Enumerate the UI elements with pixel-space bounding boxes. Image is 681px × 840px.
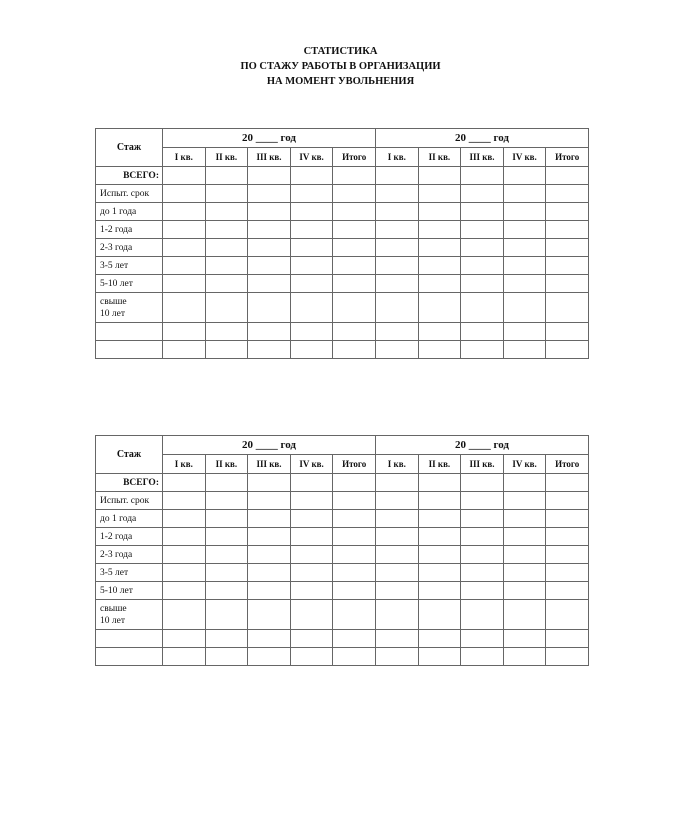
data-cell[interactable] <box>418 546 461 564</box>
data-cell[interactable] <box>205 257 248 275</box>
data-cell[interactable] <box>546 630 589 648</box>
title-line-2: ПО СТАЖУ РАБОТЫ В ОРГАНИЗАЦИИ <box>240 61 441 72</box>
quarter-header: Итого <box>546 455 589 474</box>
data-cell[interactable] <box>461 474 504 492</box>
quarter-header: II кв. <box>205 148 248 167</box>
data-cell[interactable] <box>205 630 248 648</box>
data-cell[interactable] <box>376 648 419 666</box>
table-row <box>96 492 589 510</box>
quarter-header: IV кв. <box>290 148 333 167</box>
data-cell[interactable] <box>503 221 546 239</box>
data-cell[interactable] <box>418 323 461 341</box>
data-cell[interactable] <box>418 257 461 275</box>
data-cell[interactable] <box>290 341 333 359</box>
data-cell[interactable] <box>546 564 589 582</box>
data-cell[interactable] <box>248 564 291 582</box>
data-cell[interactable] <box>163 323 206 341</box>
data-cell[interactable] <box>546 293 589 323</box>
data-cell[interactable] <box>248 648 291 666</box>
quarter-header: II кв. <box>205 455 248 474</box>
data-cell[interactable] <box>248 167 291 185</box>
data-cell[interactable] <box>163 600 206 630</box>
statistics-table-2 <box>95 435 589 666</box>
data-cell[interactable] <box>461 275 504 293</box>
data-cell[interactable] <box>333 257 376 275</box>
row-label: Испыт. срок <box>96 492 163 510</box>
data-cell[interactable] <box>290 323 333 341</box>
data-cell[interactable] <box>290 185 333 203</box>
quarter-header: I кв. <box>163 148 206 167</box>
data-cell[interactable] <box>376 528 419 546</box>
data-cell[interactable] <box>376 630 419 648</box>
data-cell[interactable] <box>290 528 333 546</box>
data-cell[interactable] <box>503 600 546 630</box>
data-cell[interactable] <box>418 492 461 510</box>
data-cell[interactable] <box>503 630 546 648</box>
data-cell[interactable] <box>163 341 206 359</box>
data-cell[interactable] <box>333 546 376 564</box>
data-cell[interactable] <box>546 221 589 239</box>
row-label: ВСЕГО: <box>96 167 163 185</box>
data-cell[interactable] <box>290 600 333 630</box>
data-cell[interactable] <box>248 582 291 600</box>
data-cell[interactable] <box>248 257 291 275</box>
quarter-header: III кв. <box>248 148 291 167</box>
data-cell[interactable] <box>461 546 504 564</box>
data-cell[interactable] <box>546 600 589 630</box>
data-cell[interactable] <box>205 600 248 630</box>
data-cell[interactable] <box>376 239 419 257</box>
data-cell[interactable] <box>461 323 504 341</box>
stazh-header: Стаж <box>96 129 163 167</box>
data-cell[interactable] <box>461 564 504 582</box>
data-cell[interactable] <box>163 185 206 203</box>
data-cell[interactable] <box>461 185 504 203</box>
data-cell[interactable] <box>248 239 291 257</box>
title-line-3: НА МОМЕНТ УВОЛЬНЕНИЯ <box>266 76 415 87</box>
data-cell[interactable] <box>418 600 461 630</box>
data-cell[interactable] <box>333 582 376 600</box>
table-row <box>96 474 589 492</box>
data-cell[interactable] <box>333 510 376 528</box>
title-line-1: СТАТИСТИКА <box>303 46 378 57</box>
quarter-header: II кв. <box>418 148 461 167</box>
data-cell[interactable] <box>503 293 546 323</box>
data-cell[interactable] <box>503 648 546 666</box>
data-cell[interactable] <box>376 275 419 293</box>
data-cell[interactable] <box>461 203 504 221</box>
data-cell[interactable] <box>461 257 504 275</box>
data-cell[interactable] <box>376 323 419 341</box>
data-cell[interactable] <box>376 167 419 185</box>
data-cell[interactable] <box>503 323 546 341</box>
row-label <box>96 630 163 648</box>
table-row <box>96 510 589 528</box>
data-cell[interactable] <box>248 185 291 203</box>
data-cell[interactable] <box>248 474 291 492</box>
data-cell[interactable] <box>333 648 376 666</box>
data-cell[interactable] <box>503 341 546 359</box>
data-cell[interactable] <box>503 564 546 582</box>
data-cell[interactable] <box>546 203 589 221</box>
data-cell[interactable] <box>248 341 291 359</box>
data-cell[interactable] <box>333 275 376 293</box>
data-cell[interactable] <box>418 528 461 546</box>
data-cell[interactable] <box>333 492 376 510</box>
data-cell[interactable] <box>205 167 248 185</box>
data-cell[interactable] <box>248 203 291 221</box>
data-cell[interactable] <box>503 546 546 564</box>
year-header: 20 ____ год <box>163 436 376 455</box>
data-cell[interactable] <box>163 510 206 528</box>
data-cell[interactable] <box>503 528 546 546</box>
data-cell[interactable] <box>163 582 206 600</box>
year-header: 20 ____ год <box>376 436 589 455</box>
data-cell[interactable] <box>418 185 461 203</box>
data-cell[interactable] <box>248 600 291 630</box>
data-cell[interactable] <box>461 239 504 257</box>
data-cell[interactable] <box>376 293 419 323</box>
data-cell[interactable] <box>546 257 589 275</box>
data-cell[interactable] <box>461 648 504 666</box>
quarter-header: I кв. <box>376 455 419 474</box>
data-cell[interactable] <box>163 221 206 239</box>
data-cell[interactable] <box>248 293 291 323</box>
data-cell[interactable] <box>290 510 333 528</box>
row-label: 3-5 лет <box>96 257 163 275</box>
data-cell[interactable] <box>333 564 376 582</box>
data-cell[interactable] <box>163 293 206 323</box>
table-row <box>96 167 589 185</box>
data-cell[interactable] <box>333 221 376 239</box>
data-cell[interactable] <box>418 275 461 293</box>
data-cell[interactable] <box>163 203 206 221</box>
data-cell[interactable] <box>205 341 248 359</box>
data-cell[interactable] <box>248 630 291 648</box>
data-cell[interactable] <box>333 323 376 341</box>
data-cell[interactable] <box>290 630 333 648</box>
data-cell[interactable] <box>333 630 376 648</box>
data-cell[interactable] <box>205 564 248 582</box>
table-row <box>96 185 589 203</box>
data-cell[interactable] <box>333 167 376 185</box>
data-cell[interactable] <box>503 185 546 203</box>
data-cell[interactable] <box>205 492 248 510</box>
data-cell[interactable] <box>333 185 376 203</box>
data-cell[interactable] <box>163 630 206 648</box>
data-cell[interactable] <box>546 185 589 203</box>
data-cell[interactable] <box>248 221 291 239</box>
row-label: 2-3 года <box>96 546 163 564</box>
data-cell[interactable] <box>163 239 206 257</box>
quarter-header: IV кв. <box>503 455 546 474</box>
quarter-header: Итого <box>333 148 376 167</box>
data-cell[interactable] <box>333 239 376 257</box>
table-row <box>96 600 589 630</box>
row-label: ВСЕГО: <box>96 474 163 492</box>
data-cell[interactable] <box>418 648 461 666</box>
data-cell[interactable] <box>205 239 248 257</box>
row-label: до 1 года <box>96 203 163 221</box>
data-cell[interactable] <box>461 528 504 546</box>
data-cell[interactable] <box>418 167 461 185</box>
data-cell[interactable] <box>205 275 248 293</box>
data-cell[interactable] <box>546 239 589 257</box>
data-cell[interactable] <box>461 221 504 239</box>
table-row <box>96 275 589 293</box>
data-cell[interactable] <box>503 203 546 221</box>
data-cell[interactable] <box>461 510 504 528</box>
data-cell[interactable] <box>290 492 333 510</box>
data-cell[interactable] <box>503 474 546 492</box>
data-cell[interactable] <box>205 203 248 221</box>
table-row <box>96 221 589 239</box>
quarter-header: I кв. <box>163 455 206 474</box>
data-cell[interactable] <box>205 185 248 203</box>
data-cell[interactable] <box>503 257 546 275</box>
data-cell[interactable] <box>248 528 291 546</box>
data-cell[interactable] <box>376 582 419 600</box>
data-cell[interactable] <box>333 293 376 323</box>
data-cell[interactable] <box>290 221 333 239</box>
data-cell[interactable] <box>503 582 546 600</box>
data-cell[interactable] <box>503 510 546 528</box>
data-cell[interactable] <box>418 239 461 257</box>
data-cell[interactable] <box>163 546 206 564</box>
data-cell[interactable] <box>290 275 333 293</box>
quarter-header: Итого <box>546 148 589 167</box>
table-row <box>96 564 589 582</box>
data-cell[interactable] <box>418 293 461 323</box>
data-cell[interactable] <box>333 203 376 221</box>
quarter-header: III кв. <box>461 148 504 167</box>
data-cell[interactable] <box>376 546 419 564</box>
data-cell[interactable] <box>376 221 419 239</box>
data-cell[interactable] <box>333 600 376 630</box>
data-cell[interactable] <box>163 492 206 510</box>
data-cell[interactable] <box>205 474 248 492</box>
table-row <box>96 528 589 546</box>
table-row <box>96 257 589 275</box>
data-cell[interactable] <box>205 323 248 341</box>
data-cell[interactable] <box>503 167 546 185</box>
data-cell[interactable] <box>290 239 333 257</box>
data-cell[interactable] <box>163 167 206 185</box>
data-cell[interactable] <box>248 323 291 341</box>
year-header: 20 ____ год <box>376 129 589 148</box>
data-cell[interactable] <box>546 648 589 666</box>
row-label: 5-10 лет <box>96 582 163 600</box>
data-cell[interactable] <box>461 492 504 510</box>
statistics-table-1 <box>95 128 589 359</box>
data-cell[interactable] <box>205 546 248 564</box>
data-cell[interactable] <box>418 630 461 648</box>
row-label <box>96 648 163 666</box>
data-cell[interactable] <box>376 185 419 203</box>
data-cell[interactable] <box>461 630 504 648</box>
data-cell[interactable] <box>205 528 248 546</box>
data-cell[interactable] <box>205 293 248 323</box>
data-cell[interactable] <box>418 582 461 600</box>
data-cell[interactable] <box>290 257 333 275</box>
quarter-header: III кв. <box>461 455 504 474</box>
row-label: свыше 10 лет <box>96 293 163 323</box>
data-cell[interactable] <box>461 341 504 359</box>
data-cell[interactable] <box>290 564 333 582</box>
data-cell[interactable] <box>163 648 206 666</box>
data-cell[interactable] <box>376 600 419 630</box>
data-cell[interactable] <box>333 341 376 359</box>
table-row <box>96 323 589 341</box>
table-row <box>96 341 589 359</box>
data-cell[interactable] <box>205 648 248 666</box>
data-cell[interactable] <box>290 546 333 564</box>
data-cell[interactable] <box>546 474 589 492</box>
data-cell[interactable] <box>503 239 546 257</box>
row-label: 1-2 года <box>96 221 163 239</box>
data-cell[interactable] <box>503 492 546 510</box>
data-cell[interactable] <box>248 510 291 528</box>
row-label: свыше 10 лет <box>96 600 163 630</box>
data-cell[interactable] <box>205 582 248 600</box>
row-label: 1-2 года <box>96 528 163 546</box>
year-header: 20 ____ год <box>163 129 376 148</box>
data-cell[interactable] <box>376 203 419 221</box>
table-row <box>96 546 589 564</box>
document-title <box>0 44 681 89</box>
table-row <box>96 582 589 600</box>
data-cell[interactable] <box>376 257 419 275</box>
data-cell[interactable] <box>461 600 504 630</box>
quarter-header: I кв. <box>376 148 419 167</box>
data-cell[interactable] <box>376 492 419 510</box>
table-row <box>96 203 589 221</box>
row-label <box>96 341 163 359</box>
data-cell[interactable] <box>290 582 333 600</box>
row-label: до 1 года <box>96 510 163 528</box>
data-cell[interactable] <box>205 510 248 528</box>
data-cell[interactable] <box>461 167 504 185</box>
data-cell[interactable] <box>546 546 589 564</box>
data-cell[interactable] <box>546 275 589 293</box>
data-cell[interactable] <box>546 492 589 510</box>
data-cell[interactable] <box>163 528 206 546</box>
table-row <box>96 630 589 648</box>
data-cell[interactable] <box>418 564 461 582</box>
data-cell[interactable] <box>376 474 419 492</box>
data-cell[interactable] <box>163 564 206 582</box>
data-cell[interactable] <box>546 167 589 185</box>
data-cell[interactable] <box>546 341 589 359</box>
data-cell[interactable] <box>248 492 291 510</box>
quarter-header: III кв. <box>248 455 291 474</box>
table-row <box>96 293 589 323</box>
data-cell[interactable] <box>418 510 461 528</box>
data-cell[interactable] <box>376 510 419 528</box>
data-cell[interactable] <box>163 257 206 275</box>
quarter-header: IV кв. <box>503 148 546 167</box>
data-cell[interactable] <box>290 203 333 221</box>
data-cell[interactable] <box>461 293 504 323</box>
data-cell[interactable] <box>376 341 419 359</box>
data-cell[interactable] <box>290 293 333 323</box>
row-label <box>96 323 163 341</box>
data-cell[interactable] <box>546 528 589 546</box>
stazh-header: Стаж <box>96 436 163 474</box>
row-label: 3-5 лет <box>96 564 163 582</box>
data-cell[interactable] <box>333 474 376 492</box>
table-row <box>96 239 589 257</box>
row-label: Испыт. срок <box>96 185 163 203</box>
row-label: 5-10 лет <box>96 275 163 293</box>
data-cell[interactable] <box>290 167 333 185</box>
data-cell[interactable] <box>205 221 248 239</box>
data-cell[interactable] <box>546 582 589 600</box>
data-cell[interactable] <box>290 474 333 492</box>
data-cell[interactable] <box>461 582 504 600</box>
data-cell[interactable] <box>248 546 291 564</box>
data-cell[interactable] <box>418 341 461 359</box>
data-cell[interactable] <box>418 203 461 221</box>
quarter-header: Итого <box>333 455 376 474</box>
data-cell[interactable] <box>290 648 333 666</box>
data-cell[interactable] <box>503 275 546 293</box>
data-cell[interactable] <box>163 474 206 492</box>
quarter-header: II кв. <box>418 455 461 474</box>
data-cell[interactable] <box>546 323 589 341</box>
quarter-header: IV кв. <box>290 455 333 474</box>
data-cell[interactable] <box>546 510 589 528</box>
data-cell[interactable] <box>163 275 206 293</box>
data-cell[interactable] <box>248 275 291 293</box>
data-cell[interactable] <box>418 474 461 492</box>
data-cell[interactable] <box>418 221 461 239</box>
data-cell[interactable] <box>333 528 376 546</box>
row-label: 2-3 года <box>96 239 163 257</box>
table-row <box>96 648 589 666</box>
data-cell[interactable] <box>376 564 419 582</box>
